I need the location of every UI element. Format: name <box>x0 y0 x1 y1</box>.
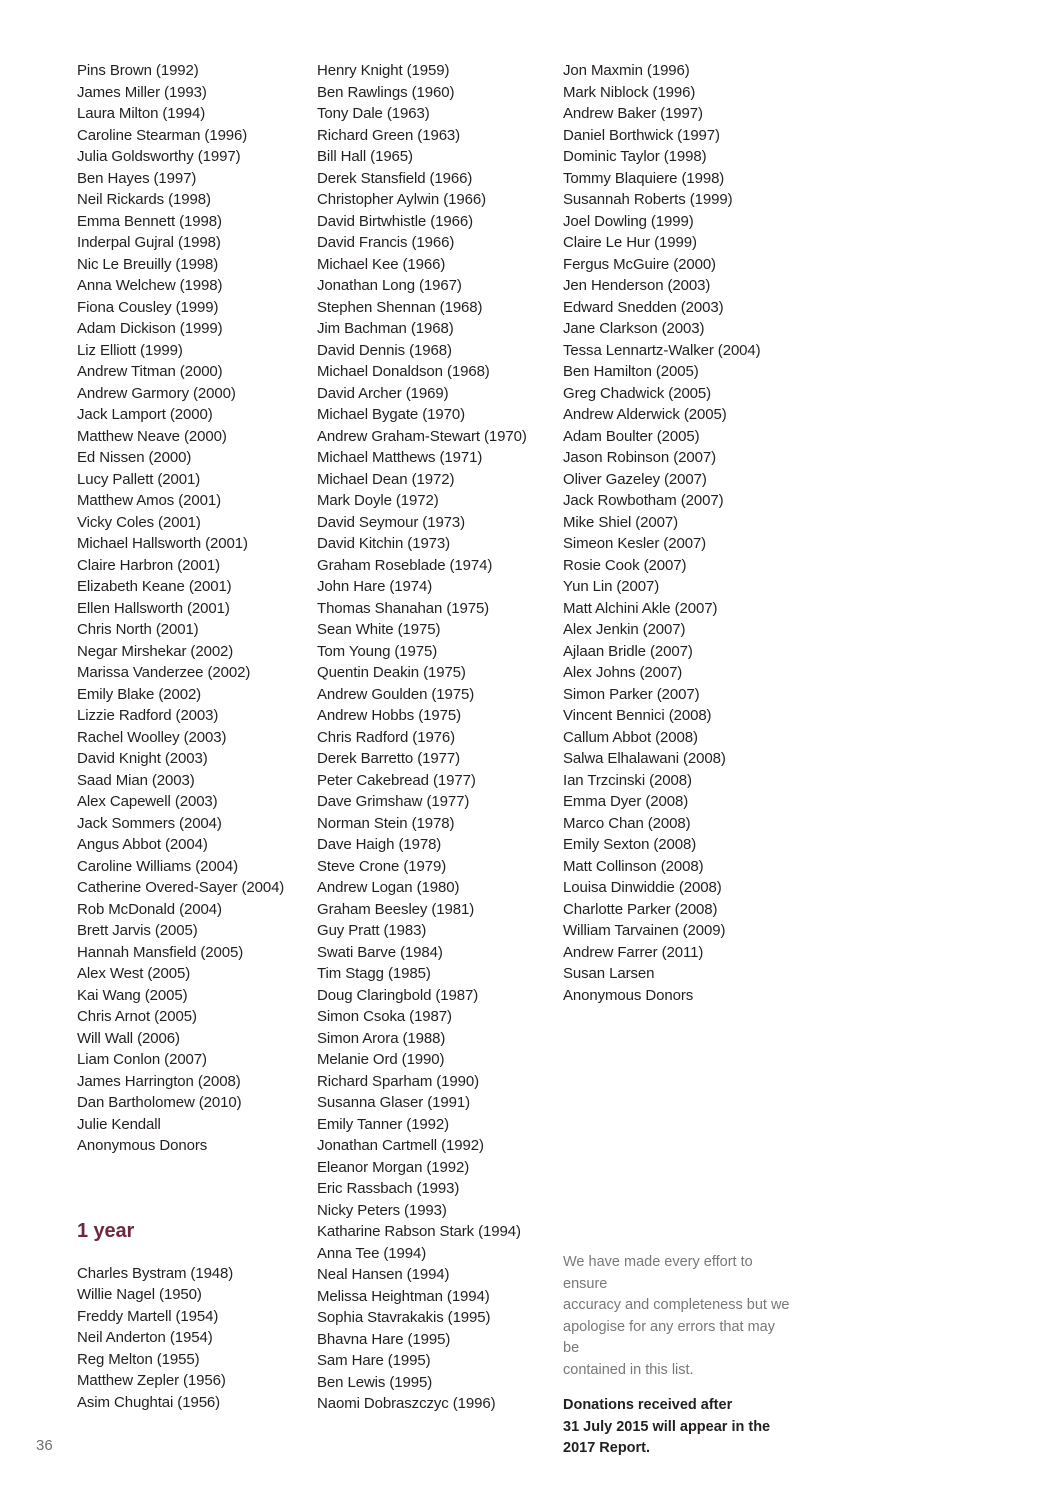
donor-entry: James Harrington (2008) <box>77 1072 241 1090</box>
donor-entry: Simeon Kesler (2007) <box>563 535 707 552</box>
donor-entry: Michael Bygate (1970) <box>317 406 465 423</box>
donor-entry: Andrew Titman (2000) <box>77 363 223 380</box>
donor-entry: Christopher Aylwin (1966) <box>317 191 486 208</box>
donor-entry: Claire Harbron (2001) <box>77 556 220 574</box>
donor-entry: Derek Stansfield (1966) <box>317 169 473 187</box>
donor-entry: Tessa Lennartz-Walker (2004) <box>563 341 761 359</box>
donor-entry: Michael Kee (1966) <box>317 255 446 273</box>
disclaimer-line: apologise for any errors that may be <box>563 1318 775 1356</box>
donor-entry: Lizzie Radford (2003) <box>77 707 219 724</box>
donor-entry: Dave Haigh (1978) <box>317 836 442 853</box>
donor-entry: Simon Arora (1988) <box>317 1029 446 1047</box>
donor-entry: Hannah Mansfield (2005) <box>77 943 244 961</box>
donor-entry: Marissa Vanderzee (2002) <box>77 664 251 681</box>
donor-entry: Matthew Neave (2000) <box>77 427 227 445</box>
donor-entry: Claire Le Hur (1999) <box>563 234 697 251</box>
donor-entry: Ben Rawlings (1960) <box>317 83 455 101</box>
donor-entry: Inderpal Gujral (1998) <box>77 234 221 251</box>
donor-entry: Neil Rickards (1998) <box>77 191 211 208</box>
donor-entry: Emma Dyer (2008) <box>563 793 689 810</box>
donor-entry: Matt Collinson (2008) <box>563 857 704 875</box>
footer <box>563 1252 793 1460</box>
donor-entry: Dave Grimshaw (1977) <box>317 793 470 810</box>
donor-entry: Lucy Pallett (2001) <box>77 470 201 488</box>
donor-entry: Michael Dean (1972) <box>317 470 455 488</box>
donor-entry: David Seymour (1973) <box>317 513 466 531</box>
donor-entry: Charles Bystram (1948) <box>77 1264 234 1282</box>
donor-entry: Andrew Graham-Stewart (1970) <box>317 427 527 445</box>
page-number: 36 <box>36 1437 53 1454</box>
donor-entry: Chris Arnot (2005) <box>77 1008 197 1025</box>
donor-entry: Emily Blake (2002) <box>77 685 202 703</box>
donor-entry: Anonymous Donors <box>563 986 694 1004</box>
donor-entry: Salwa Elhalawani (2008) <box>563 750 726 767</box>
donor-entry: Caroline Williams (2004) <box>77 857 238 875</box>
donor-entry: Melanie Ord (1990) <box>317 1051 445 1068</box>
donations-note-text <box>563 1395 793 1460</box>
donor-entry: Laura Milton (1994) <box>77 105 206 122</box>
donor-entry: Daniel Borthwick (1997) <box>563 126 720 144</box>
donor-entry: Jon Maxmin (1996) <box>563 62 690 79</box>
donor-entry: Tony Dale (1963) <box>317 105 430 122</box>
donor-entry: Neil Anderton (1954) <box>77 1329 213 1346</box>
donor-entry: Joel Dowling (1999) <box>563 212 694 230</box>
donor-entry: Andrew Logan (1980) <box>317 879 460 896</box>
donor-entry: Graham Beesley (1981) <box>317 900 475 918</box>
donor-entry: Eleanor Morgan (1992) <box>317 1158 470 1176</box>
donor-entry: Rachel Woolley (2003) <box>77 728 227 746</box>
donor-entry: Oliver Gazeley (2007) <box>563 470 707 488</box>
donor-entry: David Kitchin (1973) <box>317 535 451 552</box>
donor-entry: Anonymous Donors <box>77 1137 208 1154</box>
donor-entry: Saad Mian (2003) <box>77 771 195 789</box>
donor-entry: Michael Matthews (1971) <box>317 449 483 466</box>
donor-entry: Dominic Taylor (1998) <box>563 148 707 165</box>
donor-entry: Mark Niblock (1996) <box>563 83 696 101</box>
donor-entry: David Knight (2003) <box>77 750 208 767</box>
donor-entry: Tim Stagg (1985) <box>317 965 431 982</box>
donor-entry: Derek Barretto (1977) <box>317 750 460 767</box>
disclaimer-line: contained in this list. <box>563 1361 694 1378</box>
donor-entry: James Miller (1993) <box>77 83 207 101</box>
donor-entry: Jonathan Cartmell (1992) <box>317 1137 484 1154</box>
donor-entry: Ben Lewis (1995) <box>317 1373 433 1391</box>
donor-entry: Peter Cakebread (1977) <box>317 771 476 789</box>
donor-entry: Julia Goldsworthy (1997) <box>77 148 241 165</box>
disclaimer-text <box>563 1252 793 1381</box>
donor-entry: Negar Mirshekar (2002) <box>77 642 234 660</box>
donor-entry: Jane Clarkson (2003) <box>563 320 705 337</box>
donor-entry: Michael Donaldson (1968) <box>317 363 490 380</box>
donor-entry: Rosie Cook (2007) <box>563 556 687 574</box>
donor-entry: Angus Abbot (2004) <box>77 836 208 853</box>
donor-entry: Matthew Zepler (1956) <box>77 1372 226 1389</box>
donor-entry: Greg Chadwick (2005) <box>563 384 712 402</box>
donor-entry: Reg Melton (1955) <box>77 1350 200 1368</box>
donor-entry: Adam Dickison (1999) <box>77 320 223 337</box>
donor-entry: Liam Conlon (2007) <box>77 1051 207 1068</box>
donor-entry: Anna Welchew (1998) <box>77 277 223 294</box>
donor-entry: Sophia Stavrakakis (1995) <box>317 1309 491 1326</box>
donor-entry: Susan Larsen <box>563 965 655 982</box>
disclaimer-line: accuracy and completeness but we <box>563 1297 790 1313</box>
donor-entry: Liz Elliott (1999) <box>77 341 183 359</box>
donor-entry: Alex Jenkin (2007) <box>563 621 686 638</box>
donor-entry: Norman Stein (1978) <box>317 814 455 832</box>
donor-entry: Simon Parker (2007) <box>563 685 700 703</box>
donor-entry: Emma Bennett (1998) <box>77 212 222 230</box>
donor-entry: Freddy Martell (1954) <box>77 1307 219 1325</box>
donor-entry: Vicky Coles (2001) <box>77 513 201 531</box>
donor-entry: Chris Radford (1976) <box>317 728 456 746</box>
donor-entry: Katharine Rabson Stark (1994) <box>317 1223 521 1240</box>
donor-entry: Caroline Stearman (1996) <box>77 126 248 144</box>
donor-entry: Doug Claringbold (1987) <box>317 986 479 1004</box>
donor-entry: Willie Nagel (1950) <box>77 1286 202 1303</box>
donor-entry: David Archer (1969) <box>317 384 449 402</box>
donor-entry: Nic Le Breuilly (1998) <box>77 255 219 273</box>
donor-entry: Ajlaan Bridle (2007) <box>563 642 693 660</box>
donor-entry: Mark Doyle (1972) <box>317 492 439 509</box>
donor-entry: Jack Lamport (2000) <box>77 406 213 423</box>
donor-entry: Swati Barve (1984) <box>317 943 443 961</box>
donor-entry: Catherine Overed-Sayer (2004) <box>77 879 285 896</box>
donor-entry: Edward Snedden (2003) <box>563 298 724 316</box>
donor-entry: Simon Csoka (1987) <box>317 1008 452 1025</box>
donor-entry: Naomi Dobraszczyc (1996) <box>317 1395 496 1412</box>
donor-entry: Bill Hall (1965) <box>317 148 413 165</box>
donor-entry: Brett Jarvis (2005) <box>77 922 198 939</box>
donor-entry: Anna Tee (1994) <box>317 1244 427 1262</box>
donor-entry: Michael Hallsworth (2001) <box>77 535 248 552</box>
donor-entry: Julie Kendall <box>77 1115 161 1133</box>
donor-entry: Matthew Amos (2001) <box>77 492 221 509</box>
donor-entry: Ed Nissen (2000) <box>77 449 192 466</box>
disclaimer-line: We have made every effort to ensure <box>563 1254 753 1292</box>
donor-entry: William Tarvainen (2009) <box>563 922 726 939</box>
donor-entry: David Francis (1966) <box>317 234 455 251</box>
donor-entry: David Dennis (1968) <box>317 341 452 359</box>
donor-entry: David Birtwhistle (1966) <box>317 212 473 230</box>
donor-entry: Will Wall (2006) <box>77 1029 180 1047</box>
donor-entry: Vincent Bennici (2008) <box>563 707 712 724</box>
donor-entry: Yun Lin (2007) <box>563 578 660 595</box>
donor-entry: Jen Henderson (2003) <box>563 277 711 294</box>
donor-entry: Sam Hare (1995) <box>317 1352 431 1369</box>
donor-entry: Emily Tanner (1992) <box>317 1115 450 1133</box>
donor-entry: Matt Alchini Akle (2007) <box>563 599 718 617</box>
donor-entry: Henry Knight (1959) <box>317 62 450 79</box>
donor-entry: Jack Rowbotham (2007) <box>563 492 724 509</box>
donor-list-column-2 <box>317 60 565 1415</box>
donor-entry: Andrew Goulden (1975) <box>317 685 475 703</box>
donor-entry: Andrew Baker (1997) <box>563 105 703 122</box>
donor-entry: Andrew Farrer (2011) <box>563 943 704 961</box>
donor-entry: Chris North (2001) <box>77 621 199 638</box>
donor-entry: Susannah Roberts (1999) <box>563 191 733 208</box>
donor-list-column-1 <box>77 60 317 1157</box>
donor-entry: Ian Trzcinski (2008) <box>563 771 692 789</box>
donor-entry: Alex West (2005) <box>77 965 191 982</box>
donor-entry: Emily Sexton (2008) <box>563 836 697 853</box>
note-line: 31 July 2015 will appear in the <box>563 1418 771 1435</box>
donor-entry: Adam Boulter (2005) <box>563 427 700 445</box>
donor-entry: Marco Chan (2008) <box>563 814 691 832</box>
donor-entry: Steve Crone (1979) <box>317 857 447 875</box>
donor-list-column-3 <box>563 60 825 1006</box>
donor-entry: Jason Robinson (2007) <box>563 449 716 466</box>
donor-entry: Thomas Shanahan (1975) <box>317 599 490 617</box>
donor-entry: John Hare (1974) <box>317 578 433 595</box>
donor-entry: Jim Bachman (1968) <box>317 320 454 337</box>
donor-entry: Alex Capewell (2003) <box>77 793 218 810</box>
donor-entry: Richard Sparham (1990) <box>317 1072 480 1090</box>
donor-entry: Melissa Heightman (1994) <box>317 1287 490 1305</box>
donor-entry: Neal Hansen (1994) <box>317 1266 450 1283</box>
donor-list-1-year <box>77 1263 317 1414</box>
donor-entry: Jack Sommers (2004) <box>77 814 222 832</box>
donor-entry: Mike Shiel (2007) <box>563 513 679 531</box>
donor-entry: Sean White (1975) <box>317 621 441 638</box>
donor-entry: Pins Brown (1992) <box>77 62 199 79</box>
donor-column-3 <box>563 60 825 1006</box>
donor-entry: Richard Green (1963) <box>317 126 461 144</box>
donor-entry: Guy Pratt (1983) <box>317 922 427 939</box>
donor-entry: Stephen Shennan (1968) <box>317 298 483 316</box>
donor-entry: Susanna Glaser (1991) <box>317 1094 470 1111</box>
donor-entry: Elizabeth Keane (2001) <box>77 578 232 595</box>
donor-entry: Graham Roseblade (1974) <box>317 556 493 574</box>
donor-entry: Ben Hayes (1997) <box>77 169 197 187</box>
donor-entry: Louisa Dinwiddie (2008) <box>563 879 722 896</box>
donor-entry: Nicky Peters (1993) <box>317 1201 447 1219</box>
note-line: Donations received after <box>563 1397 733 1413</box>
donor-entry: Andrew Hobbs (1975) <box>317 707 462 724</box>
donor-column-1 <box>77 60 317 1413</box>
donor-entry: Ellen Hallsworth (2001) <box>77 599 230 617</box>
donor-entry: Ben Hamilton (2005) <box>563 363 699 380</box>
donor-entry: Callum Abbot (2008) <box>563 728 698 746</box>
donor-entry: Kai Wang (2005) <box>77 986 188 1004</box>
donor-entry: Fergus McGuire (2000) <box>563 255 716 273</box>
donor-entry: Bhavna Hare (1995) <box>317 1330 451 1348</box>
donor-entry: Fiona Cousley (1999) <box>77 298 219 316</box>
donor-entry: Tom Young (1975) <box>317 642 438 660</box>
donor-entry: Eric Rassbach (1993) <box>317 1180 460 1197</box>
donor-entry: Quentin Deakin (1975) <box>317 664 466 681</box>
donor-entry: Alex Johns (2007) <box>563 664 683 681</box>
donor-entry: Jonathan Long (1967) <box>317 277 462 294</box>
donor-column-2 <box>317 60 565 1415</box>
donor-entry: Andrew Garmory (2000) <box>77 384 236 402</box>
donor-entry: Andrew Alderwick (2005) <box>563 406 727 423</box>
donor-entry: Tommy Blaquiere (1998) <box>563 169 725 187</box>
donor-entry: Rob McDonald (2004) <box>77 900 222 918</box>
donor-entry: Dan Bartholomew (2010) <box>77 1094 242 1111</box>
donor-entry: Charlotte Parker (2008) <box>563 900 718 918</box>
section-heading-1-year: 1 year <box>77 1219 135 1242</box>
donor-entry: Asim Chughtai (1956) <box>77 1393 221 1411</box>
note-line: 2017 Report. <box>563 1440 651 1456</box>
